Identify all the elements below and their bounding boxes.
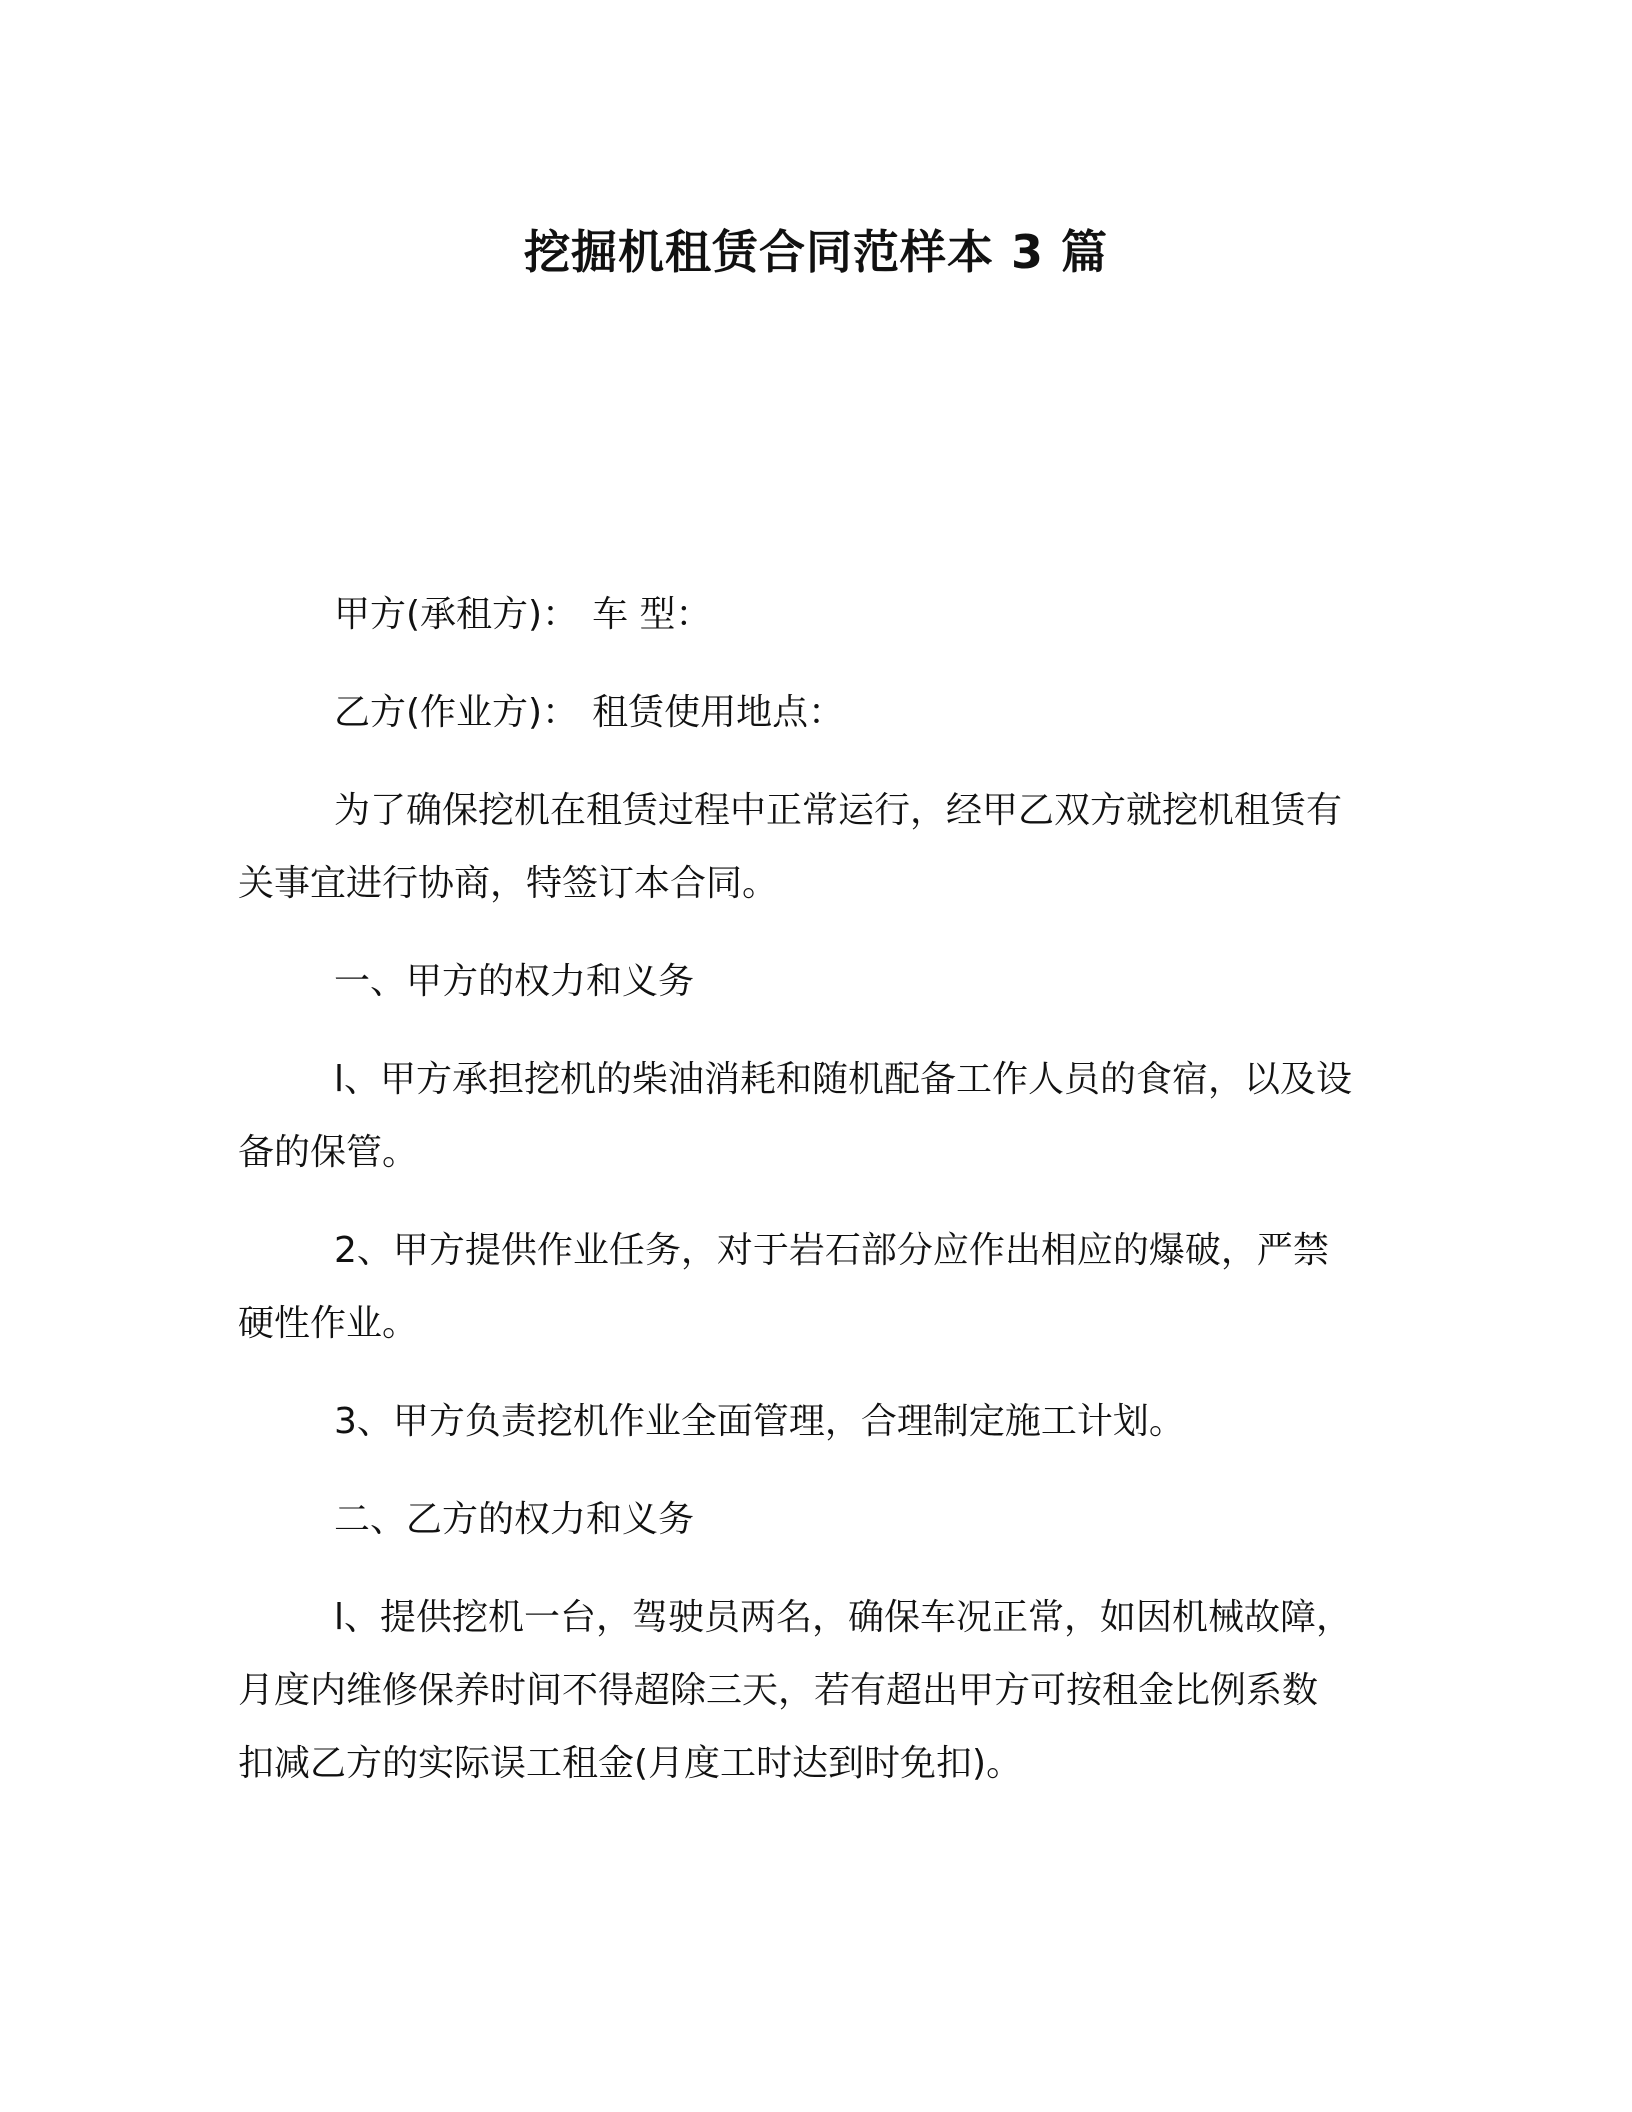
location-label: 租赁使用地点： — [592, 692, 845, 733]
party-a-line — [334, 578, 712, 651]
section-2-heading: 二、乙方的权力和义务 — [334, 1499, 695, 1540]
party-b-line — [334, 676, 844, 749]
document-title: 挖掘机租赁合同范样本 3 篇 — [523, 225, 1109, 279]
party-b-label: 乙方(作业方)： — [334, 692, 579, 733]
s1-item-2-line-1: 2、甲方提供作业任务，对于岩石部分应作出相应的爆破，严禁 — [334, 1230, 1329, 1271]
s1-item-2-line-2: 硬性作业。 — [238, 1303, 419, 1344]
section-1-heading: 一、甲方的权力和义务 — [334, 961, 695, 1002]
s2-item-1-line-2: 月度内维修保养时间不得超除三天，若有超出甲方可按租金比例系数 — [238, 1670, 1319, 1711]
s1-item-1-line-1: l、甲方承担挖机的柴油消耗和随机配备工作人员的食宿，以及设 — [334, 1059, 1353, 1100]
s2-item-1-line-1: l、提供挖机一台，驾驶员两名，确保车况正常，如因机械故障， — [334, 1597, 1353, 1638]
intro-line-2: 关事宜进行协商，特签订本合同。 — [238, 863, 779, 904]
s1-item-1-line-2: 备的保管。 — [238, 1132, 419, 1173]
intro-line-1: 为了确保挖机在租赁过程中正常运行，经甲乙双方就挖机租赁有 — [334, 790, 1343, 831]
s1-item-3: 3、甲方负责挖机作业全面管理，合理制定施工计划。 — [334, 1401, 1185, 1442]
s2-item-1-line-3: 扣减乙方的实际误工租金(月度工时达到时免扣)。 — [238, 1743, 1023, 1784]
party-a-label: 甲方(承租方)： — [334, 594, 579, 635]
vehicle-type-label: 车 型： — [592, 594, 712, 635]
